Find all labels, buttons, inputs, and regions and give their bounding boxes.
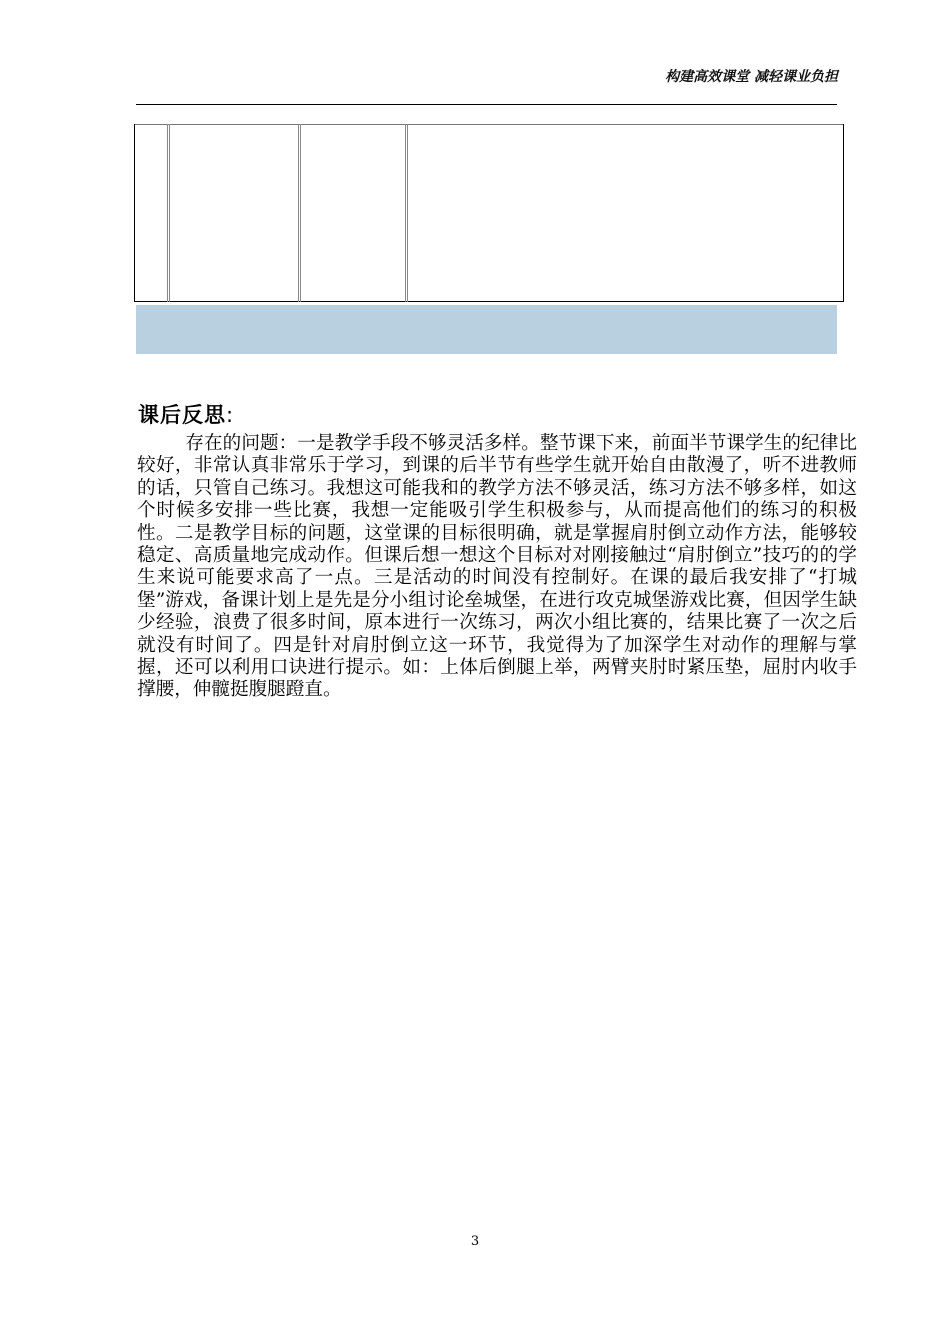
reflection-heading-text: 课后反思 bbox=[138, 403, 226, 427]
header-rule bbox=[136, 104, 837, 105]
lesson-plan-table-continuation bbox=[134, 124, 844, 302]
reflection-heading-colon: : bbox=[226, 403, 235, 427]
shaded-table-row bbox=[136, 305, 837, 354]
page-number: 3 bbox=[470, 1234, 480, 1249]
reflection-body: 存在的问题：一是教学手段不够灵活多样。整节课下来，前面半节课学生的纪律比较好，非常认真非常乐于学习，到课的后半节有些学生就开始自由散漫了，听不进教师的话，只管自己练习。我想这可能我和的教学方法不够灵活，练习方法不够多样，如这个时候多安排一些比赛，我想一定能吸引学生积极参与，从而提高他们的练习的积极性。二是教学目标的问题，这堂课的目标很明确，就是掌握肩肘倒立动作方法，能够较稳定、高质量地完成动作。但课后想一想这个目标对对刚接触过“肩肘倒立”技巧的的学生来说可能要求高了一点。三是活动的时间没有控制好。在课的最后我安排了“打城堡”游戏，备课计划上是先是分小组讨论垒城堡，在进行攻克城堡游戏比赛，但因学生缺少经验，浪费了很多时间，原本进行一次练习，两次小组比赛的，结果比赛了一次之后就没有时间了。四是针对肩肘倒立这一环节，我觉得为了加深学生对动作的理解与掌握，还可以利用口诀进行提示。如：上体后倒腿上举，两臂夹肘时紧压垫，屈肘内收手撑腰，伸髋挺腹腿蹬直。 bbox=[137, 433, 857, 701]
table-column-divider bbox=[405, 124, 408, 302]
running-header: 构建高效课堂 减轻课业负担 bbox=[665, 69, 838, 85]
table-column-divider bbox=[298, 124, 301, 302]
table-column-divider bbox=[167, 124, 170, 302]
reflection-heading bbox=[138, 399, 234, 429]
